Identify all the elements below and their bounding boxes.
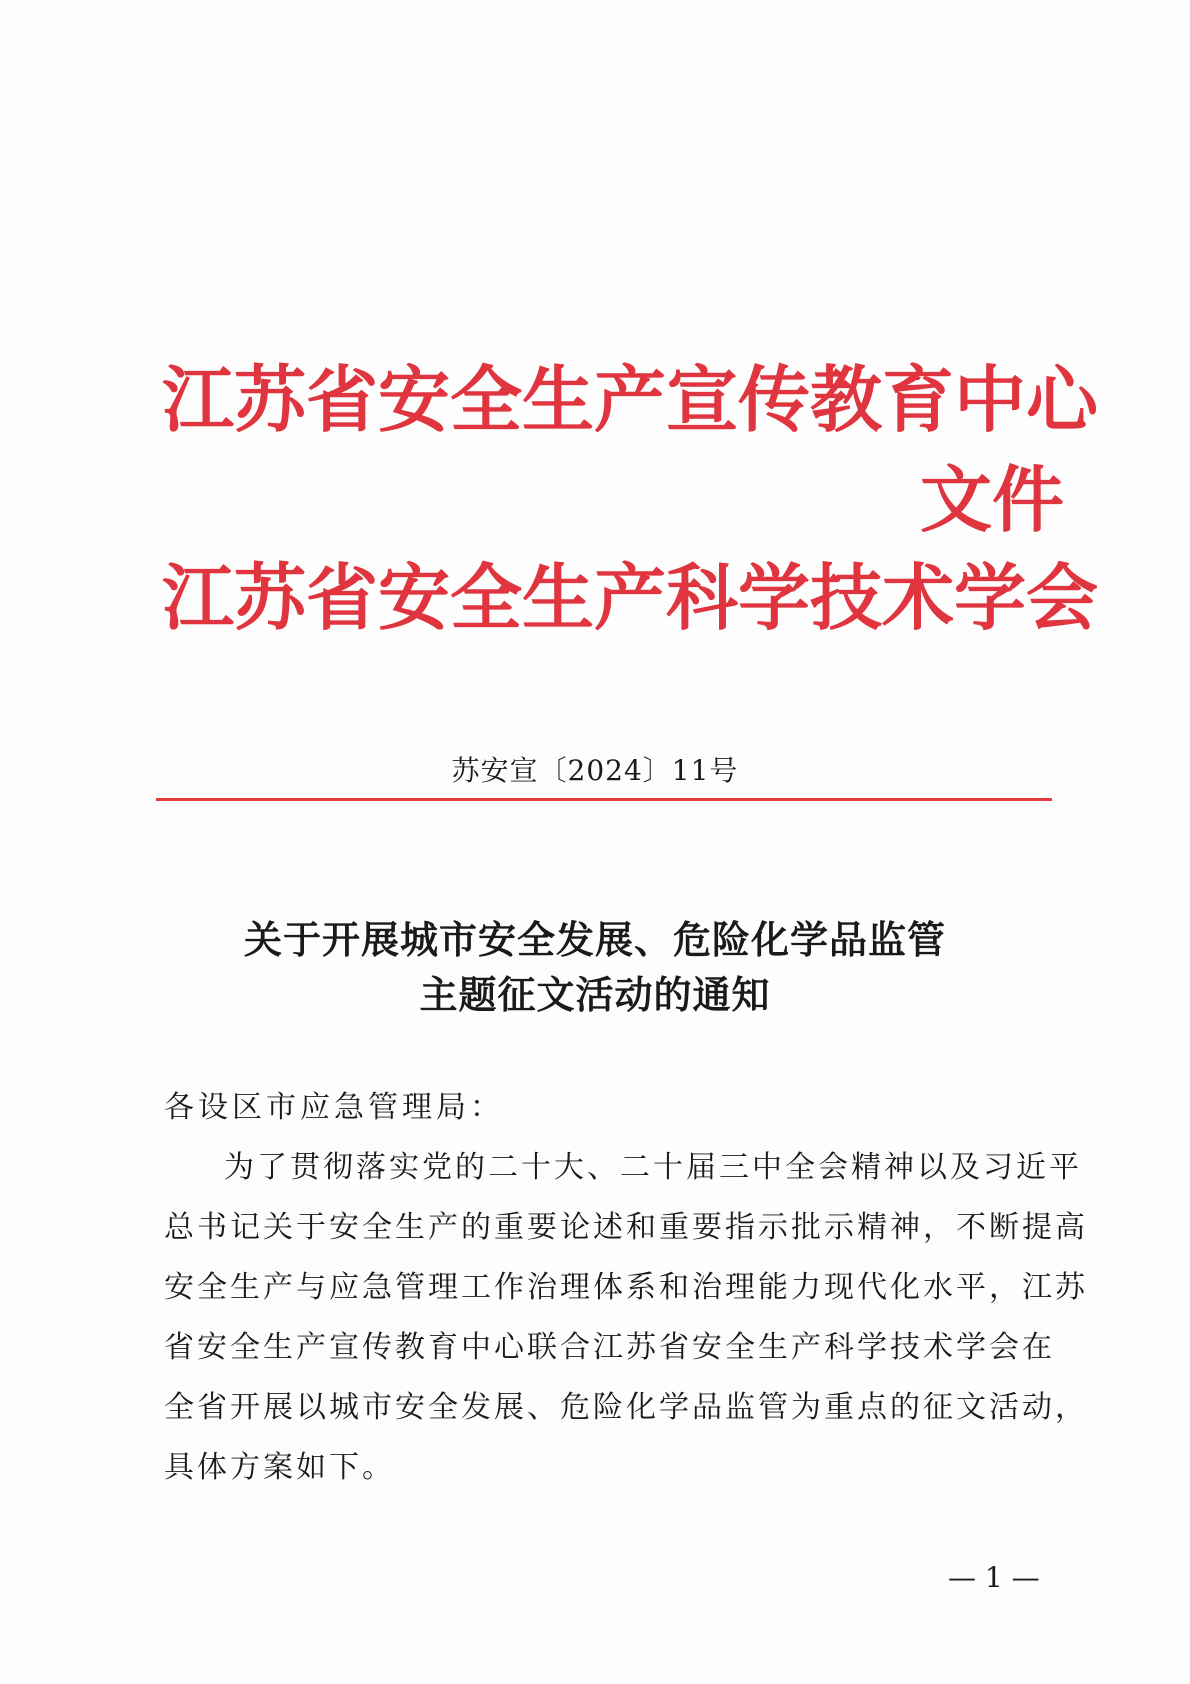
body-line-5: 全省开展以城市安全发展、危险化学品监管为重点的征文活动， xyxy=(164,1390,1088,1425)
document-type-label: 文件 xyxy=(920,457,1065,542)
red-divider xyxy=(156,798,1052,801)
issuer-org-2: 江苏省安全生产科学技术学会 xyxy=(162,555,1099,640)
document-number: 苏安宣〔2024〕11号 xyxy=(451,754,739,787)
page-number: — 1 — xyxy=(948,1561,1040,1594)
body-line-3: 安全生产与应急管理工作治理体系和治理能力现代化水平，江苏 xyxy=(164,1270,1088,1305)
document-title-line-2: 主题征文活动的通知 xyxy=(419,972,771,1017)
body-line-1: 为了贯彻落实党的二十大、二十届三中全会精神以及习近平 xyxy=(224,1150,1082,1185)
document-title-line-1: 关于开展城市安全发展、危险化学品监管 xyxy=(243,917,946,962)
body-line-4: 省安全生产宣传教育中心联合江苏省安全生产科学技术学会在 xyxy=(164,1330,1055,1365)
body-line-6: 具体方案如下。 xyxy=(164,1450,395,1485)
issuer-org-1: 江苏省安全生产宣传教育中心 xyxy=(162,357,1099,442)
body-line-2: 总书记关于安全生产的重要论述和重要指示批示精神，不断提高 xyxy=(164,1210,1088,1245)
salutation: 各设区市应急管理局： xyxy=(164,1090,504,1125)
